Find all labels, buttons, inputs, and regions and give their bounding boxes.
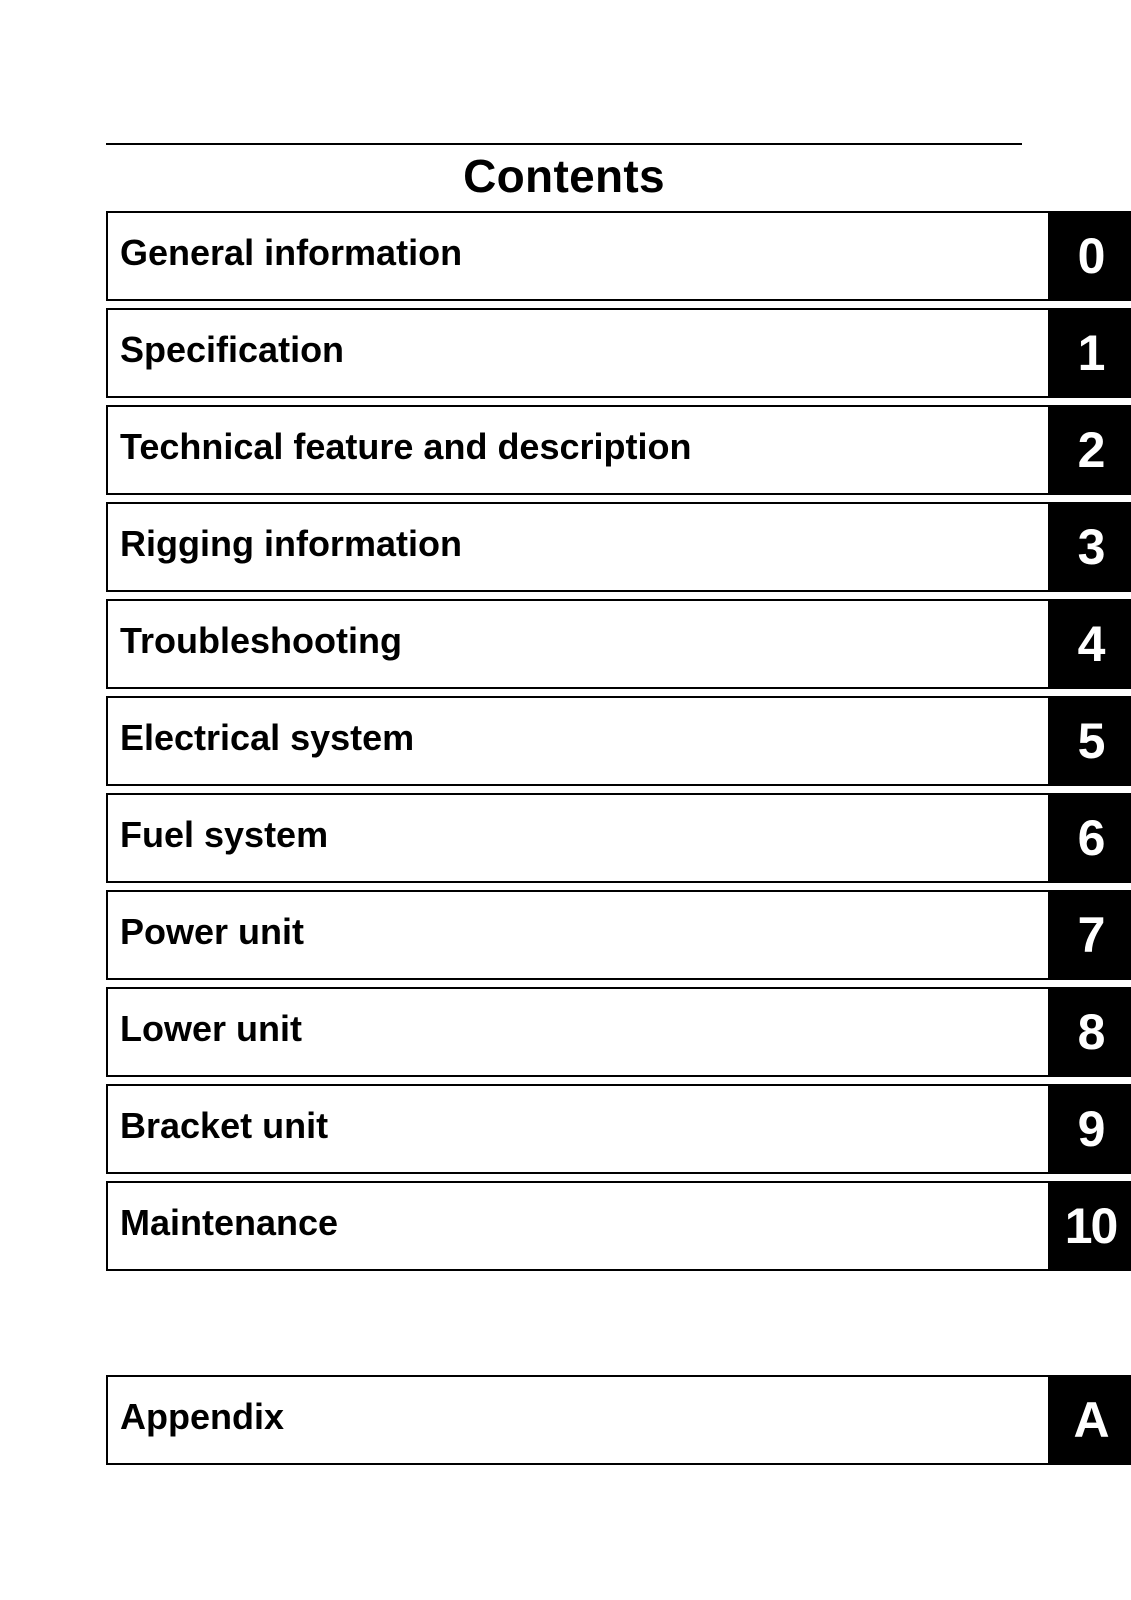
toc-entry-label: Specification: [120, 329, 345, 370]
toc-entry-label: Rigging information: [120, 523, 462, 564]
chapter-tab-number: A: [1073, 1392, 1108, 1448]
toc-entry-box: [106, 1375, 1050, 1465]
toc-entry-label: Maintenance: [120, 1202, 339, 1243]
chapter-tab: [1050, 696, 1131, 786]
chapter-tab: [1050, 1375, 1131, 1465]
toc-entry-maintenance[interactable]: [106, 1181, 1131, 1271]
toc-entry-box: [106, 987, 1050, 1077]
chapter-tab: [1050, 1084, 1131, 1174]
chapter-tab-number: 5: [1077, 713, 1104, 769]
toc-entry-bracket-unit[interactable]: [106, 1084, 1131, 1174]
toc-entry-box: [106, 1181, 1050, 1271]
title-rule: [106, 143, 1022, 145]
toc-entry-label: Fuel system: [120, 814, 329, 855]
toc-entry-label: General information: [120, 232, 463, 273]
toc-entry-power-unit[interactable]: [106, 890, 1131, 980]
toc-entry-label: Bracket unit: [120, 1105, 329, 1146]
chapter-tab-number: 6: [1077, 810, 1104, 866]
toc-entry-label: Lower unit: [120, 1008, 302, 1049]
toc-entry-box: [106, 793, 1050, 883]
chapter-tab: [1050, 793, 1131, 883]
toc-entry-label: Power unit: [120, 911, 305, 952]
chapter-tab-number: 9: [1077, 1101, 1104, 1157]
toc-entry-box: [106, 502, 1050, 592]
toc-entry-box: [106, 405, 1050, 495]
toc-entry-box: [106, 696, 1050, 786]
toc-entry-label: Appendix: [120, 1396, 285, 1437]
chapter-tab-number: 10: [1064, 1198, 1117, 1254]
chapter-tab: [1050, 987, 1131, 1077]
chapter-tab-number: 3: [1077, 519, 1104, 575]
chapter-tab: [1050, 1181, 1131, 1271]
toc-entry-label: Troubleshooting: [120, 620, 402, 661]
toc-entry-troubleshooting[interactable]: [106, 599, 1131, 689]
toc-entry-electrical-system[interactable]: [106, 696, 1131, 786]
chapter-tab-number: 4: [1077, 616, 1104, 672]
toc-entry-fuel-system[interactable]: [106, 793, 1131, 883]
toc-entry-technical-feature[interactable]: [106, 405, 1131, 495]
chapter-tab-number: 8: [1077, 1004, 1104, 1060]
chapter-tab: [1050, 211, 1131, 301]
chapter-tab-number: 2: [1077, 422, 1104, 478]
toc-entry-label: Technical feature and description: [120, 426, 692, 467]
chapter-tab-number: 7: [1077, 907, 1104, 963]
toc-entry-general-information[interactable]: [106, 211, 1131, 301]
chapter-tab-number: 1: [1077, 325, 1104, 381]
toc-entry-rigging-information[interactable]: [106, 502, 1131, 592]
toc-entry-box: [106, 890, 1050, 980]
toc-entry-box: [106, 1084, 1050, 1174]
toc-entry-specification[interactable]: [106, 308, 1131, 398]
toc-entry-box: [106, 211, 1050, 301]
toc-entry-box: [106, 599, 1050, 689]
toc-entry-lower-unit[interactable]: [106, 987, 1131, 1077]
chapter-tab-number: 0: [1077, 228, 1104, 284]
toc-entry-box: [106, 308, 1050, 398]
chapter-tab: [1050, 502, 1131, 592]
chapter-tab: [1050, 599, 1131, 689]
page-title: Contents: [463, 150, 665, 202]
chapter-tab: [1050, 308, 1131, 398]
toc-entry-label: Electrical system: [120, 717, 415, 758]
chapter-tab: [1050, 890, 1131, 980]
toc-entry-appendix[interactable]: [106, 1375, 1131, 1465]
chapter-tab: [1050, 405, 1131, 495]
